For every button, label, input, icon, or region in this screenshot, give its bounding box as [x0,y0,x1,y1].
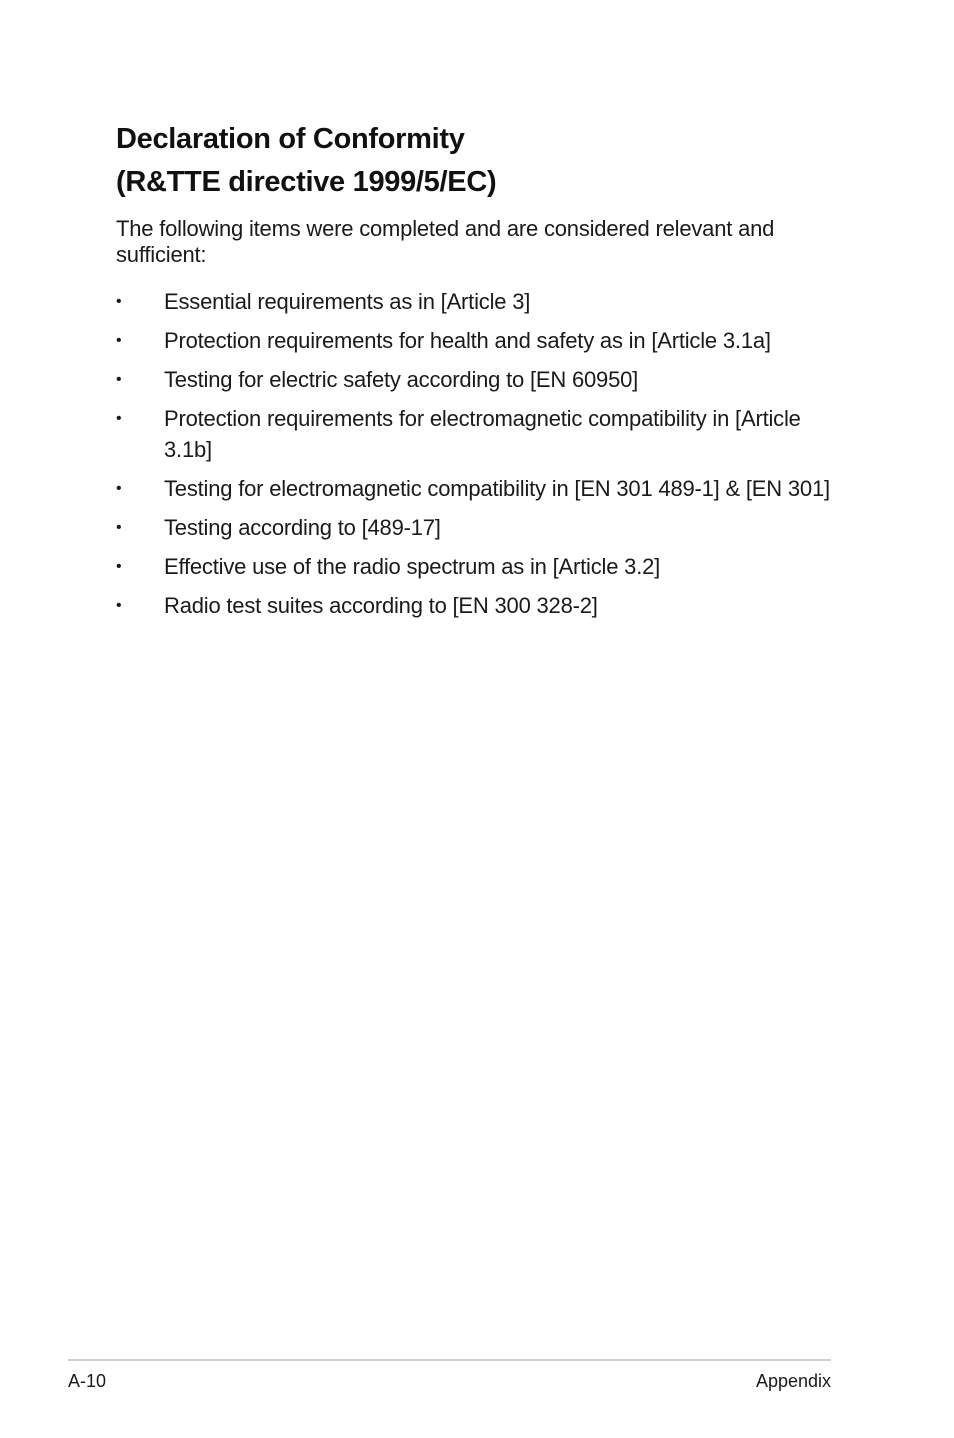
page-number: A-10 [68,1371,107,1391]
intro-paragraph: The following items were completed and are considered relevant and sufficient: [116,216,775,267]
bullet-icon: • [116,371,122,388]
list-item-text: Protection requirements for health and safety as in [Article 3.1a] [164,328,771,353]
list-item [116,551,846,582]
list-item [116,364,846,395]
footer-divider [68,1359,831,1361]
bullet-icon: • [116,480,122,497]
list-item [116,590,846,621]
list-item-text: Testing according to [489-17] [164,515,441,540]
page-title [116,118,856,204]
title-line-1: Declaration of Conformity [116,123,465,155]
title-line-2: (R&TTE directive 1999/5/EC) [116,166,497,198]
bullet-icon: • [116,410,122,427]
bullet-icon: • [116,597,122,614]
list-item-text: Protection requirements for electromagnetic compatibility in [Article 3.1b] [164,406,801,462]
requirements-list [116,286,846,629]
list-item-text: Effective use of the radio spectrum as in [Article 3.2] [164,554,661,579]
footer-section: Appendix [755,1371,831,1391]
list-item [116,512,846,543]
bullet-icon: • [116,558,122,575]
bullet-icon: • [116,293,122,310]
bullet-icon: • [116,519,122,536]
list-item-text: Testing for electric safety according to [EN 60950] [164,367,639,392]
list-item [116,403,846,465]
list-item [116,473,846,504]
list-item-text: Radio test suites according to [EN 300 328-2] [164,593,598,618]
list-item-text: Essential requirements as in [Article 3] [164,289,531,314]
list-item [116,286,846,317]
list-item [116,325,846,356]
bullet-icon: • [116,332,122,349]
list-item-text: Testing for electromagnetic compatibility in [EN 301 489-1] & [EN 301] [164,476,830,501]
